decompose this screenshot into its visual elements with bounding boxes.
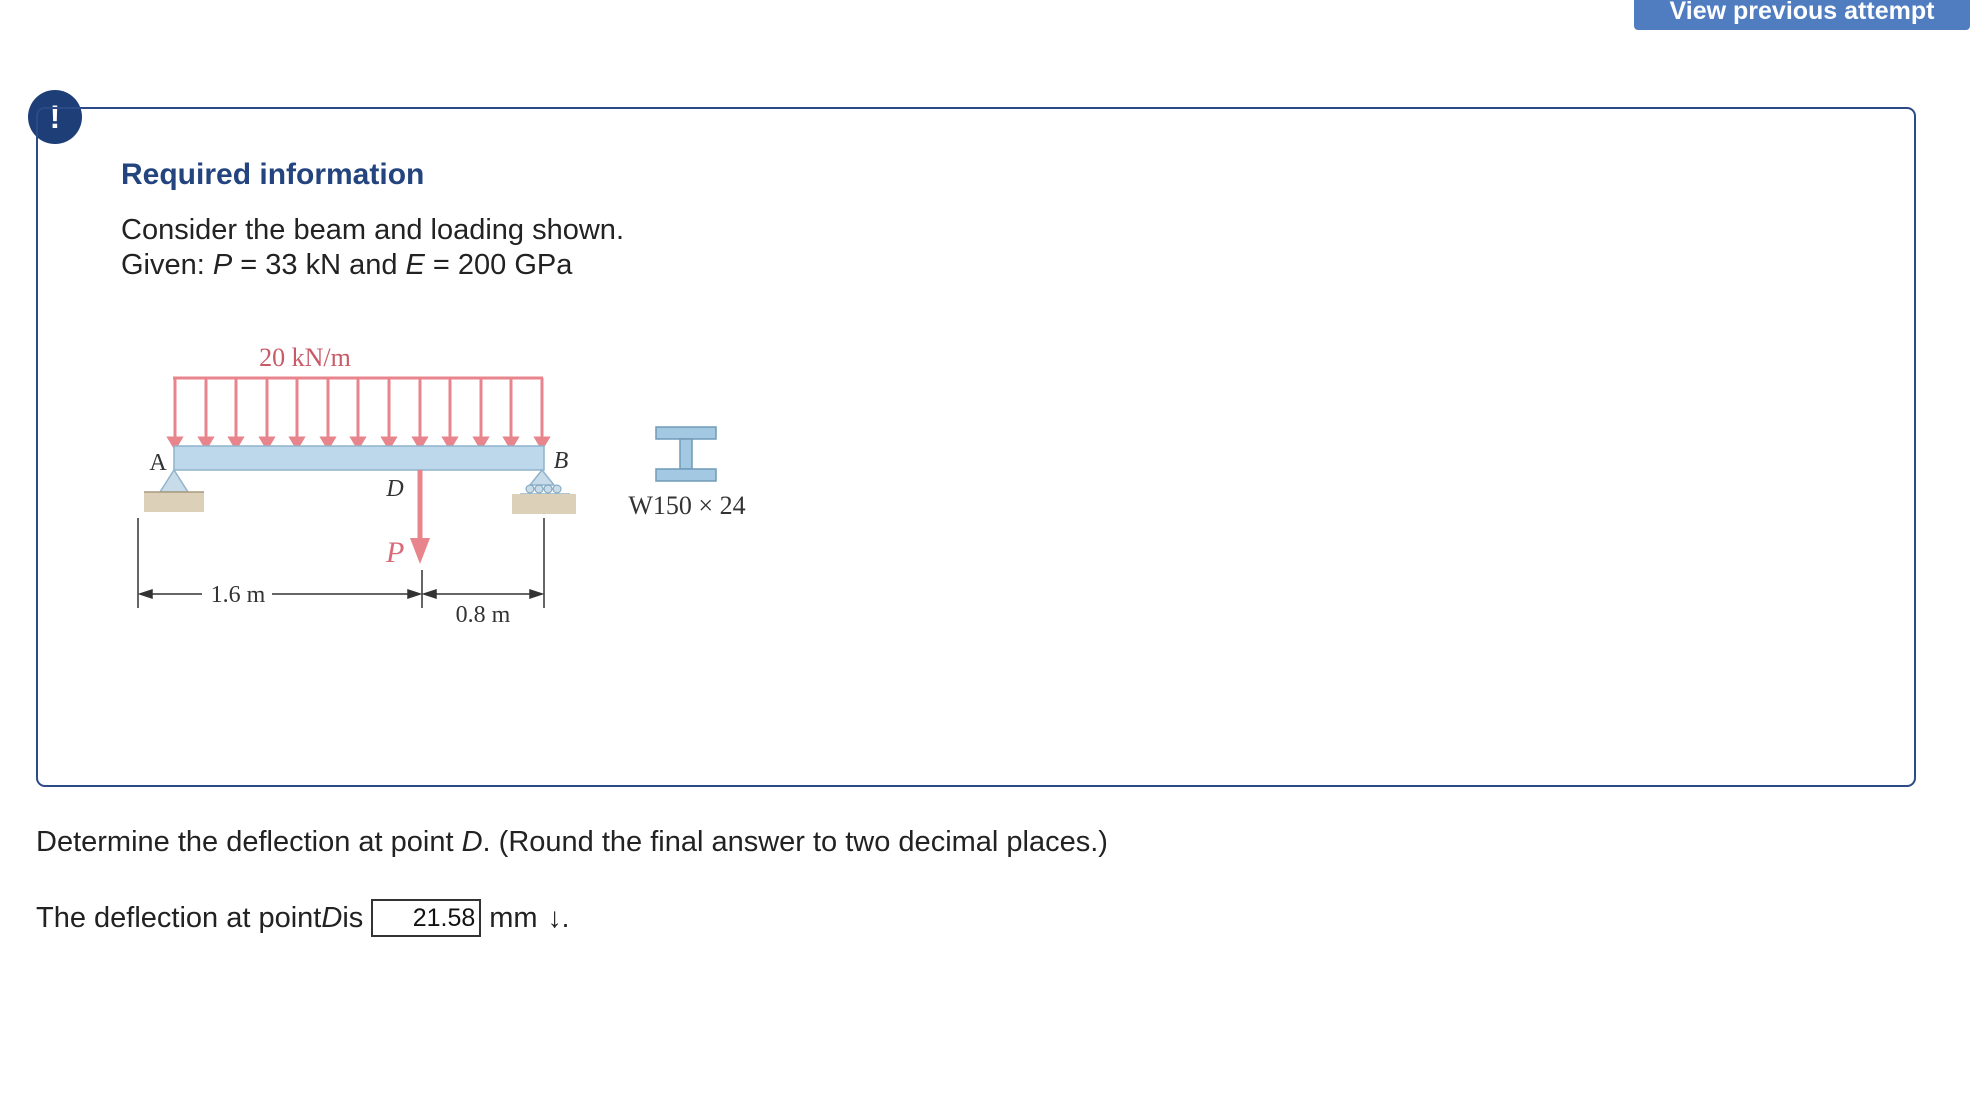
question-variable: D: [461, 826, 483, 858]
distributed-load-label: 20 kN/m: [259, 343, 351, 372]
view-previous-attempt-button[interactable]: View previous attempt: [1634, 0, 1970, 30]
dimension-label-right: 0.8 m: [455, 602, 511, 628]
question-suffix: . (Round the final answer to two decimal places.): [482, 826, 1108, 858]
question-text: [36, 826, 1108, 859]
rollers-b: [526, 485, 561, 493]
dimension-line-right: [424, 590, 542, 598]
given-values: [121, 249, 572, 282]
given-prefix: Given:: [121, 249, 213, 281]
dimension-label-left: 1.6 m: [210, 582, 266, 608]
question-prefix: Determine the deflection at point: [36, 826, 462, 858]
alert-icon: !: [28, 90, 82, 144]
wide-flange-section-icon: [656, 427, 716, 481]
ground-a: [144, 492, 204, 512]
answer-is: is: [342, 901, 364, 934]
given-e-value: = 200 GPa: [424, 249, 573, 281]
point-load-p-arrowhead: [410, 538, 430, 564]
required-information-title: Required information: [121, 158, 425, 191]
answer-row: [36, 899, 569, 937]
section-designation-label: W150 × 24: [628, 491, 746, 520]
point-a-label: A: [149, 450, 167, 476]
point-load-p-label: P: [386, 536, 405, 569]
point-d-label: D: [386, 476, 404, 502]
point-b-label: B: [553, 448, 569, 474]
problem-description: Consider the beam and loading shown.: [121, 214, 624, 246]
beam: [174, 446, 544, 470]
given-p-variable: P: [212, 249, 233, 281]
ground-b: [512, 494, 576, 514]
dimension-line-left: [140, 590, 420, 598]
distributed-load-arrows: [169, 378, 548, 448]
answer-variable: D: [321, 901, 343, 934]
roller-support-b: [530, 470, 554, 485]
answer-unit: mm: [489, 901, 538, 934]
given-e-variable: E: [405, 249, 425, 281]
beam-figure: [130, 330, 790, 670]
answer-prefix: The deflection at point: [36, 901, 322, 934]
given-p-value: = 33 kN and: [232, 249, 406, 281]
down-arrow-icon: ↓.: [547, 902, 570, 933]
deflection-answer-input[interactable]: [371, 899, 481, 937]
